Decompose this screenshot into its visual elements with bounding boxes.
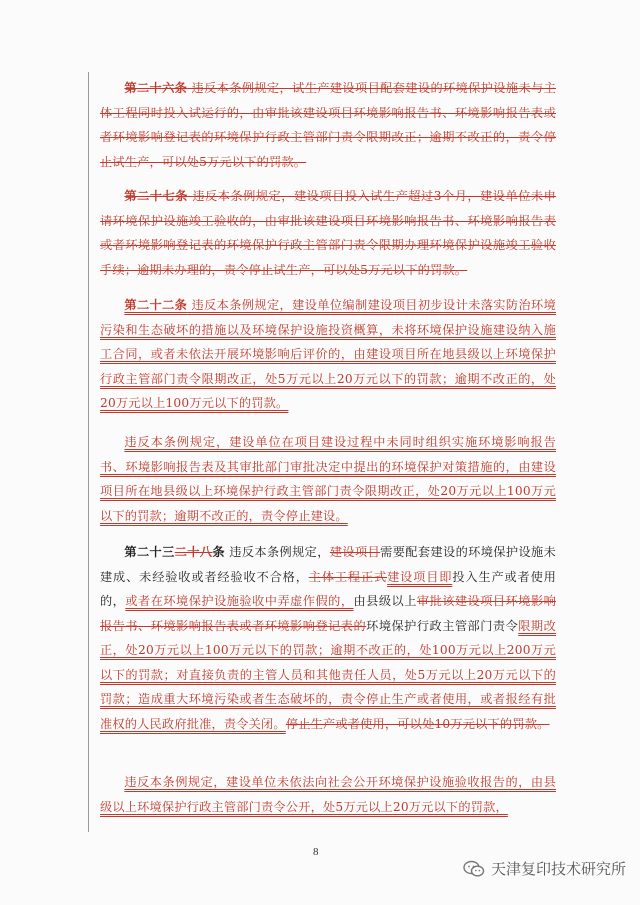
article-22-heading: 第二十二条: [124, 298, 188, 312]
article-23-s8: 由县级以上: [353, 594, 417, 608]
article-23-heading-keep: 第二十三: [124, 545, 175, 559]
wechat-icon: [463, 860, 485, 878]
revision-margin-line: [88, 72, 89, 832]
article-26-body: 违反本条例规定，试生产建设项目配套建设的环境保护设施未与主体工程同时投入试运行的，由审批该建设项目环境影响报告书、环境影响报告表或者环境影响登记表的环境保护行政主管部门责令限期改正；逾期不改正的，责令停止试生产，可以处5万元以下的罚款。: [100, 81, 556, 169]
article-23-s6: 投入生产或者使用的，: [100, 569, 557, 608]
watermark-text: 天津复印技术研究所: [490, 860, 626, 878]
article-23-s4-deleted: 主体工程正式: [308, 569, 388, 584]
article-23-s11-inserted: 限期改正，处20万元以上100万元以下的罚款；逾期不改正的，处100万元以上200万元以下的罚款；对直接负责的主管人员和其他责任人员，处5万元以上20万元以下的罚款；造成重大环境污染或者生态破坏的，责令停止生产或者使用，或者报经有批准权的人民政府批准，责令关闭。: [100, 618, 556, 731]
article-23-paragraph-2-body: 违反本条例规定，建设单位未依法向社会公开环境保护设施验收报告的，由县级以上环境保护行政主管部门责令公开，处5万元以上20万元以下的罚款，: [100, 775, 556, 814]
article-23-s1: 违反本条例规定，: [229, 545, 330, 559]
article-23-heading-deleted: 二十八: [174, 545, 213, 559]
article-23-s12-deleted: 停止生产或者使用，可以处10万元以下的罚款。: [285, 716, 550, 731]
article-26-heading: 第二十六条: [124, 81, 188, 95]
article-22-paragraph-2: [100, 430, 556, 528]
article-26: [100, 76, 556, 174]
article-23-s3: 需要配套建设的环境保护设施未建成、未经验收或者经验收不合格，: [100, 545, 556, 584]
article-23-paragraph-2: [100, 770, 556, 819]
article-27-body: 违反本条例规定，建设项目投入试生产超过3个月，建设单位未申请环境保护设施竣工验收的，由审批该建设项目环境影响报告书、环境影响报告表或者环境影响登记表的环境保护行政主管部门责令限期办理环境保护设施竣工验收手续；逾期未办理的，责令停止试生产，可以处5万元以下的罚款。: [100, 189, 557, 277]
article-23-s7-inserted: 或者在环境保护设施验收中弄虚作假的，: [125, 594, 354, 608]
article-27: [100, 184, 556, 282]
article-22-body: 违反本条例规定，建设单位编制建设项目初步设计未落实防治环境污染和生态破坏的措施以及环境保护设施投资概算，未将环境保护设施建设纳入施工合同，或者未依法开展环境影响后评价的，由建设项目所在地县级以上环境保护行政主管部门责令限期改正，处5万元以上20万元以下的罚款；逾期不改正的，处20万元以上100万元以下的罚款。: [100, 298, 556, 410]
article-23-s5-inserted: 建设项目即: [387, 569, 453, 584]
page-number: 8: [313, 846, 319, 858]
article-23-s2-deleted: 建设项目: [329, 545, 381, 559]
article-27-heading: 第二十七条: [124, 189, 188, 203]
article-23-s9-deleted: 审批该建设项目环境影响报告书、环境影响报告表或者环境影响登记表的: [100, 594, 557, 633]
article-22: [100, 293, 556, 416]
article-23-s10: 环境保护行政主管部门责令: [366, 618, 519, 633]
article-23: [100, 540, 556, 736]
article-23-heading-end: 条: [212, 545, 225, 559]
article-22-paragraph-2-body: 违反本条例规定，建设单位在项目建设过程中未同时组织实施环境影响报告书、环境影响报告表及其审批部门审批决定中提出的环境保护对策措施的，由建设项目所在地县级以上环境保护行政主管部门责令限期改正，处20万元以上100万元以下的罚款；逾期不改正的，责令停止建设。: [100, 435, 556, 523]
watermark: [463, 858, 626, 879]
